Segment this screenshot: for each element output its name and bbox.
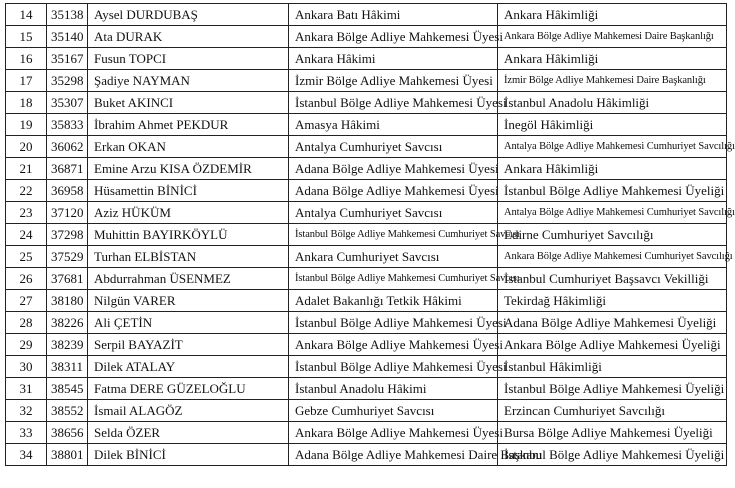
row-number: 26 (6, 268, 47, 290)
new-position: Ankara Bölge Adliye Mahkemesi Cumhuriyet Savcılığı (498, 246, 727, 268)
current-position: Ankara Bölge Adliye Mahkemesi Üyesi (289, 422, 498, 444)
new-position: İnegöl Hâkimliği (498, 114, 727, 136)
new-position: Ankara Bölge Adliye Mahkemesi Üyeliği (498, 334, 727, 356)
table-row (6, 290, 727, 312)
registry-number: 38226 (47, 312, 88, 334)
registry-number: 35298 (47, 70, 88, 92)
row-number: 23 (6, 202, 47, 224)
new-position: Adana Bölge Adliye Mahkemesi Üyeliği (498, 312, 727, 334)
current-position: İstanbul Bölge Adliye Mahkemesi Cumhuriyet Savcısı (289, 224, 498, 246)
table-row (6, 224, 727, 246)
table-row (6, 422, 727, 444)
row-number: 24 (6, 224, 47, 246)
registry-number: 38545 (47, 378, 88, 400)
table-row (6, 158, 727, 180)
registry-number: 35833 (47, 114, 88, 136)
person-name: Şadiye NAYMAN (88, 70, 289, 92)
row-number: 28 (6, 312, 47, 334)
row-number: 21 (6, 158, 47, 180)
person-name: Nilgün VARER (88, 290, 289, 312)
current-position: Gebze Cumhuriyet Savcısı (289, 400, 498, 422)
current-position: Antalya Cumhuriyet Savcısı (289, 136, 498, 158)
registry-number: 38656 (47, 422, 88, 444)
person-name: Selda ÖZER (88, 422, 289, 444)
table-row (6, 48, 727, 70)
table-row (6, 400, 727, 422)
table-row (6, 378, 727, 400)
registry-number: 35140 (47, 26, 88, 48)
registry-number: 38801 (47, 444, 88, 466)
table-row (6, 268, 727, 290)
row-number: 16 (6, 48, 47, 70)
registry-number: 37120 (47, 202, 88, 224)
table-row (6, 312, 727, 334)
registry-number: 38311 (47, 356, 88, 378)
new-position: Ankara Hâkimliği (498, 48, 727, 70)
appointments-table (5, 3, 735, 466)
person-name: Fusun TOPCI (88, 48, 289, 70)
current-position: Adana Bölge Adliye Mahkemesi Üyesi (289, 158, 498, 180)
table-row (6, 356, 727, 378)
table-body (6, 4, 735, 466)
new-position: İzmir Bölge Adliye Mahkemesi Daire Başkanlığı (498, 70, 727, 92)
registry-number: 38180 (47, 290, 88, 312)
registry-number: 35167 (47, 48, 88, 70)
new-position: Antalya Bölge Adliye Mahkemesi Cumhuriyet Savcılığı (498, 202, 727, 224)
row-number: 34 (6, 444, 47, 466)
new-position: İstanbul Bölge Adliye Mahkemesi Üyeliği (498, 378, 727, 400)
person-name: Fatma DERE GÜZELOĞLU (88, 378, 289, 400)
row-number: 18 (6, 92, 47, 114)
new-position: Ankara Hâkimliği (498, 158, 727, 180)
current-position: İzmir Bölge Adliye Mahkemesi Üyesi (289, 70, 498, 92)
table-row (6, 334, 727, 356)
current-position: Ankara Bölge Adliye Mahkemesi Üyesi (289, 334, 498, 356)
person-name: Turhan ELBİSTAN (88, 246, 289, 268)
row-number: 17 (6, 70, 47, 92)
row-number: 32 (6, 400, 47, 422)
registry-number: 35307 (47, 92, 88, 114)
person-name: İbrahim Ahmet PEKDUR (88, 114, 289, 136)
registry-number: 35138 (47, 4, 88, 26)
current-position: İstanbul Anadolu Hâkimi (289, 378, 498, 400)
person-name: Ata DURAK (88, 26, 289, 48)
new-position: Bursa Bölge Adliye Mahkemesi Üyeliği (498, 422, 727, 444)
row-number: 25 (6, 246, 47, 268)
person-name: Emine Arzu KISA ÖZDEMİR (88, 158, 289, 180)
person-name: Ali ÇETİN (88, 312, 289, 334)
table-row (6, 26, 727, 48)
person-name: Serpil BAYAZİT (88, 334, 289, 356)
registry-number: 38239 (47, 334, 88, 356)
table-row (6, 92, 727, 114)
new-position: Erzincan Cumhuriyet Savcılığı (498, 400, 727, 422)
new-position: Ankara Bölge Adliye Mahkemesi Daire Başkanlığı (498, 26, 727, 48)
row-number: 30 (6, 356, 47, 378)
registry-number: 36871 (47, 158, 88, 180)
new-position: İstanbul Hâkimliği (498, 356, 727, 378)
person-name: Buket AKINCI (88, 92, 289, 114)
new-position: Ankara Hâkimliği (498, 4, 727, 26)
person-name: Muhittin BAYIRKÖYLÜ (88, 224, 289, 246)
current-position: Ankara Cumhuriyet Savcısı (289, 246, 498, 268)
registry-number: 36062 (47, 136, 88, 158)
current-position: Adana Bölge Adliye Mahkemesi Daire Başkanı (289, 444, 498, 466)
person-name: Dilek BİNİCİ (88, 444, 289, 466)
new-position: Edirne Cumhuriyet Savcılığı (498, 224, 727, 246)
table-row (6, 4, 727, 26)
table-row (6, 202, 727, 224)
row-number: 15 (6, 26, 47, 48)
person-name: Aziz HÜKÜM (88, 202, 289, 224)
person-name: Dilek ATALAY (88, 356, 289, 378)
registry-number: 37529 (47, 246, 88, 268)
current-position: İstanbul Bölge Adliye Mahkemesi Üyesi (289, 312, 498, 334)
registry-number: 38552 (47, 400, 88, 422)
current-position: Antalya Cumhuriyet Savcısı (289, 202, 498, 224)
table-row (6, 136, 727, 158)
current-position: Ankara Batı Hâkimi (289, 4, 498, 26)
person-name: Hüsamettin BİNİCİ (88, 180, 289, 202)
row-number: 31 (6, 378, 47, 400)
registry-number: 36958 (47, 180, 88, 202)
row-number: 27 (6, 290, 47, 312)
new-position: İstanbul Anadolu Hâkimliği (498, 92, 727, 114)
row-number: 29 (6, 334, 47, 356)
person-name: Aysel DURDUBAŞ (88, 4, 289, 26)
table-row (6, 114, 727, 136)
current-position: Amasya Hâkimi (289, 114, 498, 136)
registry-number: 37681 (47, 268, 88, 290)
current-position: İstanbul Bölge Adliye Mahkemesi Üyesi (289, 92, 498, 114)
row-number: 22 (6, 180, 47, 202)
current-position: Ankara Hâkimi (289, 48, 498, 70)
table-row (6, 444, 727, 466)
table-row (6, 246, 727, 268)
current-position: Adana Bölge Adliye Mahkemesi Üyesi (289, 180, 498, 202)
current-position: İstanbul Bölge Adliye Mahkemesi Üyesi (289, 356, 498, 378)
new-position: İstanbul Bölge Adliye Mahkemesi Üyeliği (498, 444, 727, 466)
current-position: Adalet Bakanlığı Tetkik Hâkimi (289, 290, 498, 312)
current-position: Ankara Bölge Adliye Mahkemesi Üyesi (289, 26, 498, 48)
new-position: Antalya Bölge Adliye Mahkemesi Cumhuriyet Savcılığı (498, 136, 727, 158)
new-position: İstanbul Cumhuriyet Başsavcı Vekilliği (498, 268, 727, 290)
person-name: Abdurrahman ÜSENMEZ (88, 268, 289, 290)
row-number: 19 (6, 114, 47, 136)
table-row (6, 180, 727, 202)
registry-number: 37298 (47, 224, 88, 246)
current-position: İstanbul Bölge Adliye Mahkemesi Cumhuriyet Savcısı (289, 268, 498, 290)
row-number: 33 (6, 422, 47, 444)
row-number: 14 (6, 4, 47, 26)
table-row (6, 70, 727, 92)
new-position: İstanbul Bölge Adliye Mahkemesi Üyeliği (498, 180, 727, 202)
new-position: Tekirdağ Hâkimliği (498, 290, 727, 312)
row-number: 20 (6, 136, 47, 158)
person-name: İsmail ALAGÖZ (88, 400, 289, 422)
person-name: Erkan OKAN (88, 136, 289, 158)
